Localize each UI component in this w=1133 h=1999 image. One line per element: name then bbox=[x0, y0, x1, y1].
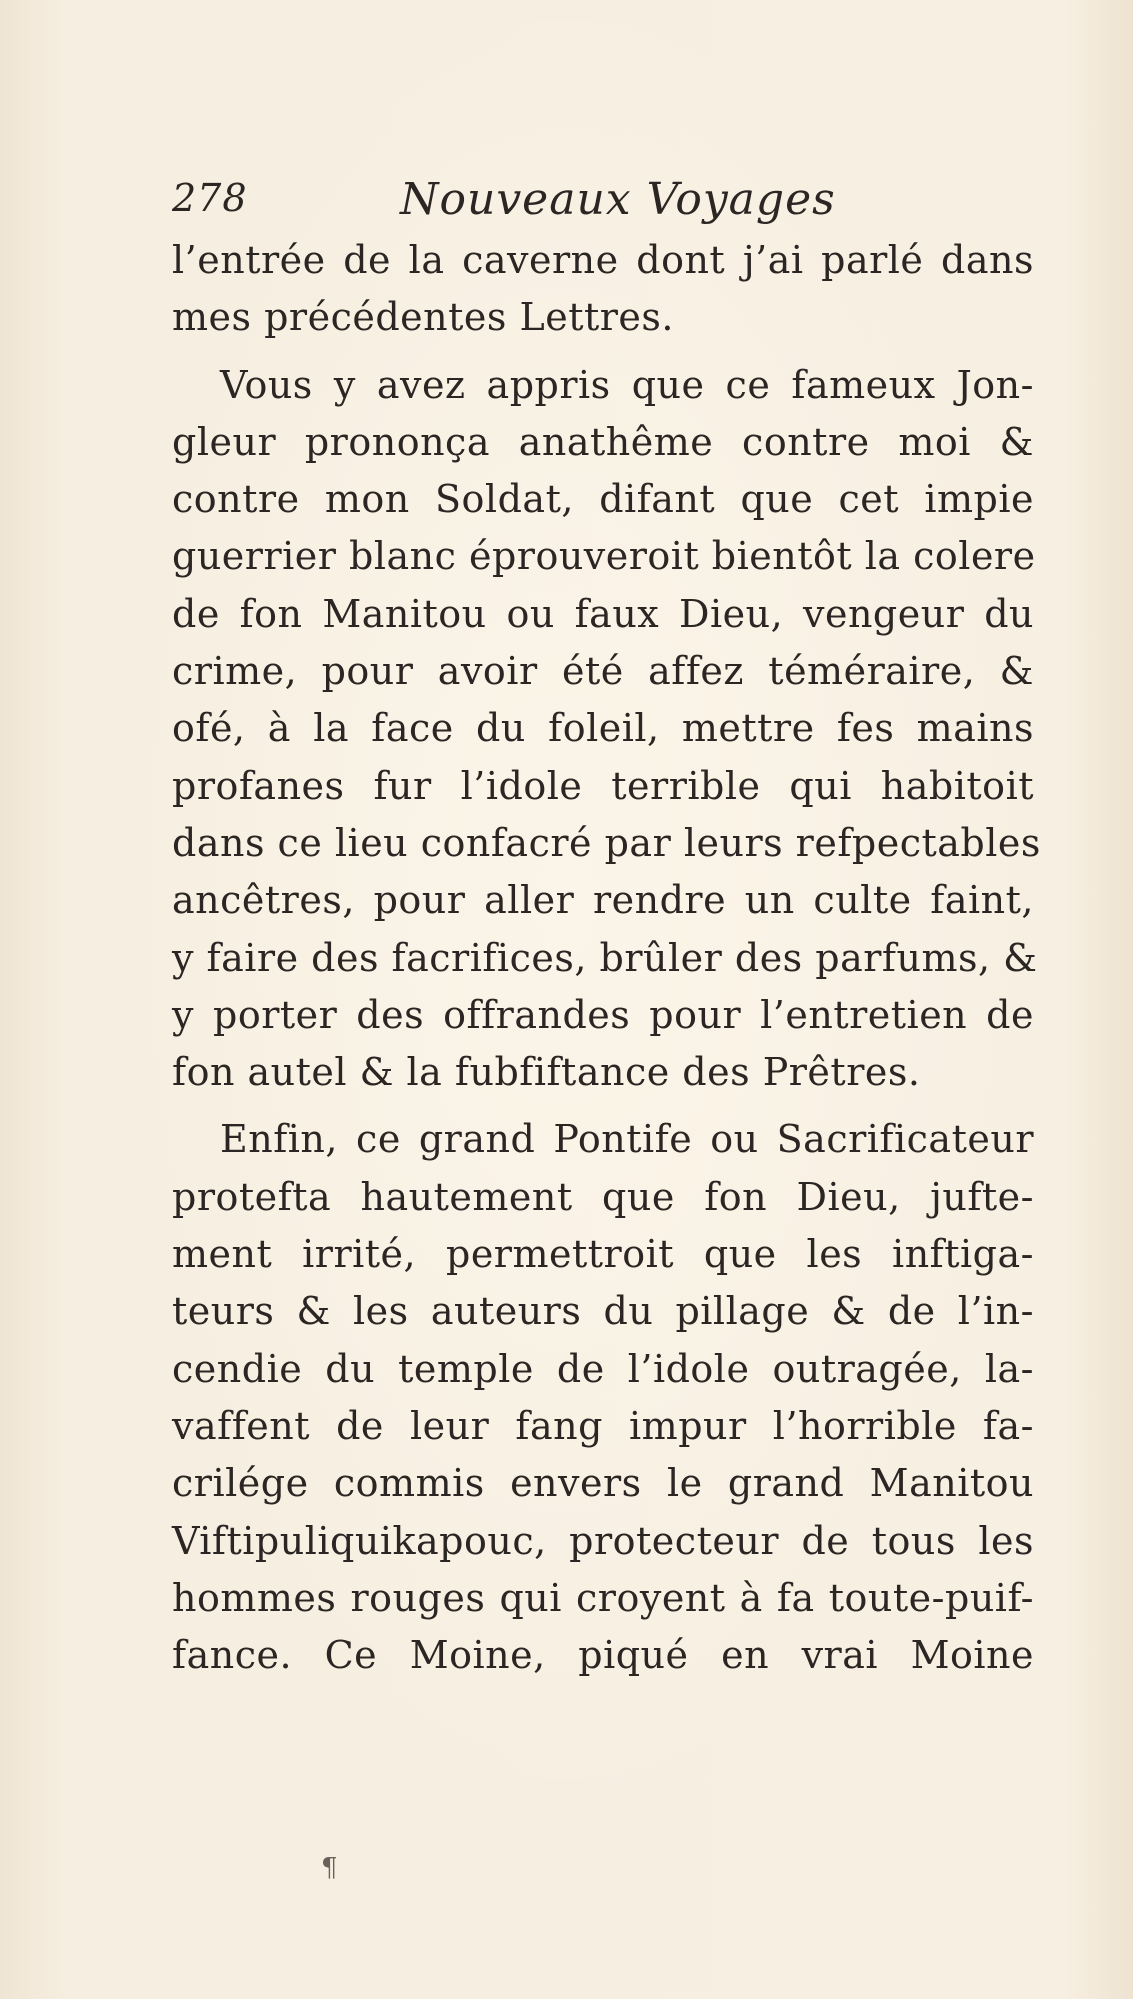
printer-mark: ¶ bbox=[321, 1853, 338, 1883]
text-line: Viftipuliquikapouc, protecteur de tous les bbox=[172, 1518, 1034, 1563]
text-line: gleur prononça anathême contre moi & bbox=[172, 419, 1034, 464]
text-line: hommes rouges qui croyent à fa toute-puif- bbox=[172, 1575, 1034, 1620]
text-line: y faire des facrifices, brûler des parfums, & bbox=[172, 935, 1038, 980]
body-text bbox=[172, 232, 1041, 1684]
text-line: fance. Ce Moine, piqué en vrai Moine bbox=[172, 1633, 1034, 1678]
text-line: guerrier blanc éprouveroit bientôt la colere bbox=[172, 534, 1036, 579]
text-line: profanes fur l’idole terrible qui habitoit bbox=[172, 763, 1034, 808]
text-line: ment irrité, permettroit que les inftiga- bbox=[172, 1232, 1034, 1277]
text-line: mes précédentes Lettres. bbox=[172, 295, 674, 340]
page-number: 278 bbox=[172, 176, 248, 220]
text-line: y porter des offrandes pour l’entretien de bbox=[172, 992, 1034, 1037]
text-line: crime, pour avoir été affez téméraire, & bbox=[172, 649, 1034, 694]
text-line: fon autel & la fubfiftance des Prêtres. bbox=[172, 1050, 921, 1095]
text-line: contre mon Soldat, difant que cet impie bbox=[172, 477, 1034, 522]
text-line: cendie du temple de l’idole outragée, la- bbox=[172, 1346, 1034, 1391]
text-line: Vous y avez appris que ce fameux Jon- bbox=[220, 362, 1034, 407]
text-line: Enfin, ce grand Pontife ou Sacrificateur bbox=[220, 1117, 1034, 1162]
running-title: Nouveaux Voyages bbox=[400, 174, 836, 225]
text-line: de fon Manitou ou faux Dieu, vengeur du bbox=[172, 591, 1034, 636]
running-head bbox=[172, 168, 1032, 228]
text-line: dans ce lieu confacré par leurs refpectables bbox=[172, 820, 1041, 865]
text-line: l’entrée de la caverne dont j’ai parlé dans bbox=[172, 238, 1034, 282]
text-line: ofé, à la face du foleil, mettre fes mains bbox=[172, 706, 1034, 751]
text-line: vaffent de leur fang impur l’horrible fa- bbox=[172, 1403, 1034, 1448]
text-line: teurs & les auteurs du pillage & de l’in- bbox=[172, 1289, 1034, 1334]
text-line: ancêtres, pour aller rendre un culte faint, bbox=[172, 878, 1034, 923]
text-line: protefta hautement que fon Dieu, jufte- bbox=[172, 1174, 1034, 1219]
text-line: crilége commis envers le grand Manitou bbox=[172, 1461, 1034, 1506]
